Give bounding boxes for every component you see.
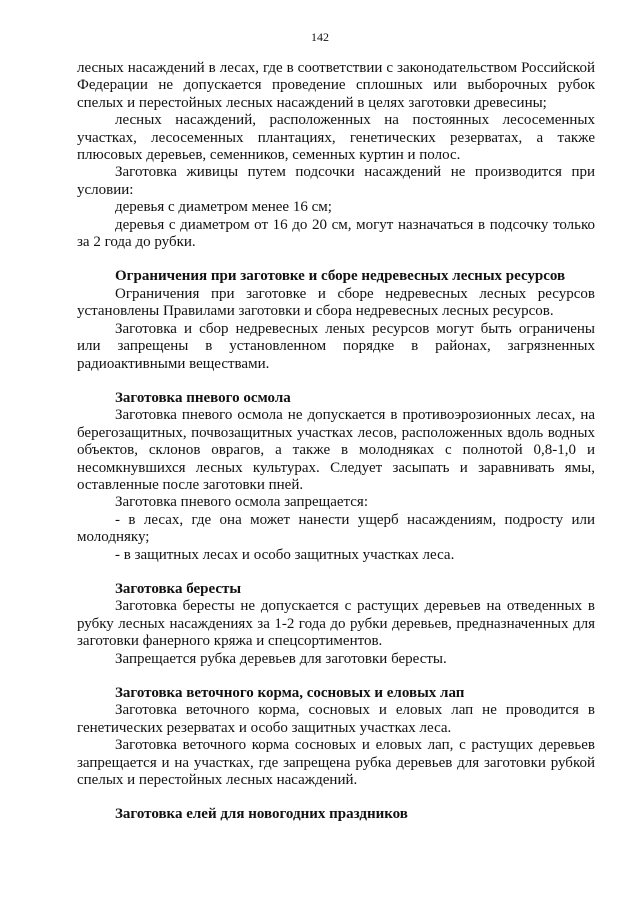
paragraph: Заготовка веточного корма сосновых и еловых лап, с растущих деревьев запрещается и на участках, где запрещена рубка деревьев для заготовки рубкой спелых и перестойных лесных насаждений. <box>77 737 595 789</box>
paragraph: Заготовка веточного корма, сосновых и еловых лап не проводится в генетических резерватах и особо защитных участках леса. <box>77 702 595 736</box>
document-body <box>77 60 595 824</box>
paragraph: Заготовка пневого осмола не допускается в противоэрозионных лесах, на берегозащитных, почвозащитных участках лесов, расположенных вдоль водных объектов, склонов оврагов, а также в молодняках с полнотой 0,8-1,0 и несомкнувшихся лесных культурах. Следует засыпать и заравнивать ямы, оставленные после заготовки пней. <box>77 407 595 493</box>
paragraph-spacer <box>77 668 595 685</box>
paragraph: Заготовка бересты не допускается с растущих деревьев на отведенных в рубку лесных насаждениях за 1-2 года до рубки деревьев, предназначенных для заготовки фанерного кряжа и спецсортиментов. <box>77 598 595 650</box>
paragraph: деревья с диаметром менее 16 см; <box>115 199 332 216</box>
section-heading: Ограничения при заготовке и сборе недревесных лесных ресурсов <box>115 268 566 285</box>
paragraph: деревья с диаметром от 16 до 20 см, могут назначаться в подсочку только за 2 года до рубки. <box>77 216 595 251</box>
section-heading: Заготовка бересты <box>115 580 242 597</box>
paragraph-spacer <box>77 789 595 806</box>
paragraph: Заготовка и сбор недревесных леных ресурсов могут быть ограничены или запрещены в установленном порядке в районах, загрязненных радиоактивными веществами. <box>77 320 595 372</box>
page-number: 142 <box>311 30 329 44</box>
paragraph: Ограничения при заготовке и сборе недревесных лесных ресурсов установлены Правилами заготовки и сбора недревесных лесных ресурсов. <box>77 285 595 320</box>
paragraph: Заготовка живицы путем подсочки насаждений не производится при условии: <box>77 164 595 198</box>
section-heading: Заготовка пневого осмола <box>115 389 291 406</box>
paragraph: - в защитных лесах и особо защитных участках леса. <box>115 546 455 563</box>
paragraph: - в лесах, где она может нанести ущерб насаждениям, подросту или молодняку; <box>77 511 595 546</box>
paragraph: Запрещается рубка деревьев для заготовки бересты. <box>115 650 447 667</box>
paragraph-spacer <box>77 564 595 581</box>
paragraph-spacer <box>77 373 595 390</box>
paragraph: Заготовка пневого осмола запрещается: <box>115 494 369 511</box>
paragraph: лесных насаждений в лесах, где в соответствии с законодательством Российской Федерации не допускается проведение сплошных или выборочных рубок спелых и перестойных лесных насаждений в целях заготовки древесины; <box>77 60 595 111</box>
section-heading: Заготовка веточного корма, сосновых и еловых лап <box>115 685 465 701</box>
section-heading: Заготовка елей для новогодних праздников <box>115 806 408 823</box>
paragraph: лесных насаждений, расположенных на постоянных лесосеменных участках, лесосеменных плантациях, генетических резерватах, а также плюсовых деревьев, семенников, семенных куртин и полос. <box>77 112 595 164</box>
paragraph-spacer <box>77 251 595 268</box>
